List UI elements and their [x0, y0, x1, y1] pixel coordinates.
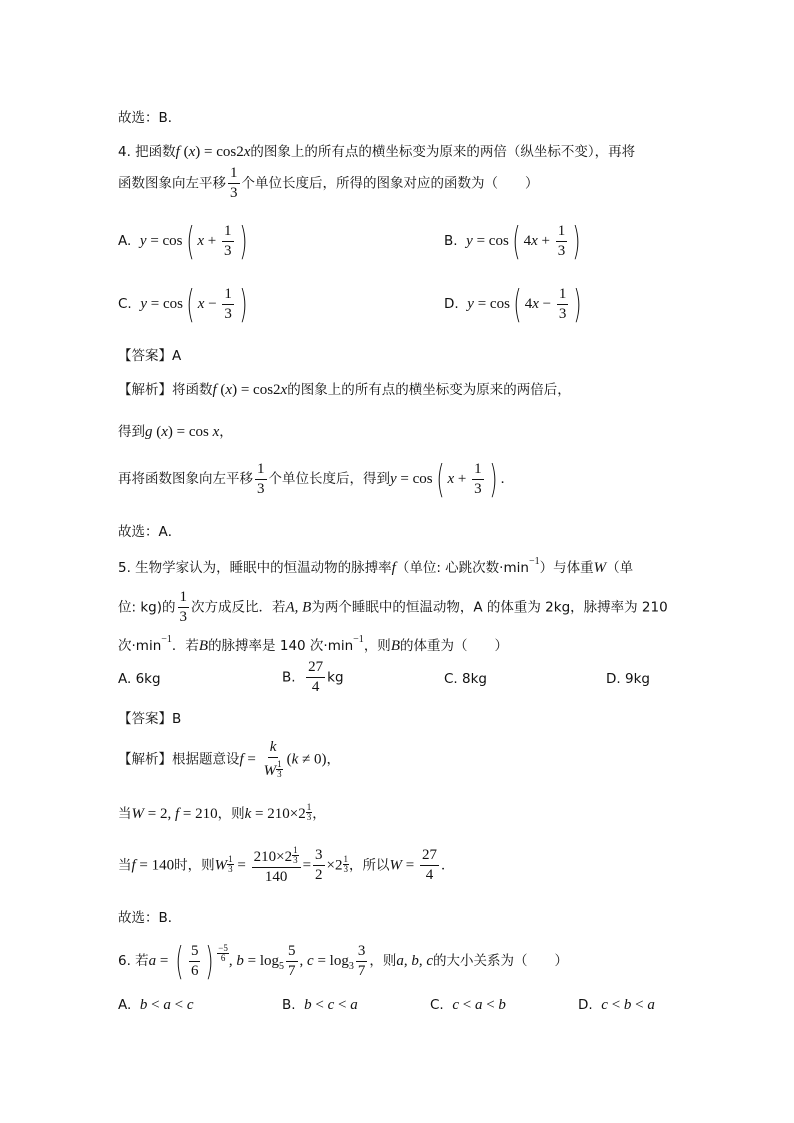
q6-option-b: B. b < c < a [282, 997, 358, 1013]
q5-option-b-label: B. [282, 669, 296, 686]
q4-option-a-label: A. [118, 233, 132, 249]
prev-answer-line [118, 106, 181, 126]
q5-stem-line1-post: ）与体重 [539, 560, 594, 576]
q4-stem-line2 [118, 166, 539, 201]
q6-stem-pre: 6. 若 [118, 953, 149, 969]
q4-stem-line2-pre: 函数图象向左平移 [118, 175, 226, 192]
q5-end [118, 906, 181, 926]
q5-stem-line1-pre: 5. 生物学家认为，睡眠中的恒温动物的脉搏率 [118, 560, 392, 576]
q5-analysis-line1-pre: 【解析】根据题意设 [118, 751, 240, 768]
q5-stem-line2-post: 次方成反比．若 [191, 599, 286, 616]
q6-option-a-label: A. [118, 997, 132, 1013]
q4-option-b: B. y = cos( 4x + $\frac{1}{3}$ ) [444, 219, 581, 263]
q6-option-a: A. b < a < c [118, 997, 194, 1013]
q5-stem-line2-pre: 位: kg)的 [118, 599, 176, 616]
q4-analysis-line2-pre: 得到 [118, 424, 145, 440]
q5-analysis-line1: 【解析】根据题意设f = k W $\frac{1}{3}$ (k ≠ 0)， [118, 739, 341, 779]
q5-answer-text: 【答案】B [118, 711, 182, 727]
q5-analysis-line3: 当f = 140时，则W $\frac{1}{3}$ = 210×2 $\frac{1}{3}$ 140 = $\frac{3}{2}$ ×2 $\frac{1}{3}$ ，所以W = $\frac{27}{4}$ ． [118, 845, 455, 885]
prev-answer-text: 故选：B． [118, 110, 182, 126]
q5-stem-line3: 次$\cdot\min^{-1}$．若B的脉搏率是 140 次$\cdot\min^{-1}$，则B的体重为（ ） [118, 634, 508, 654]
q5-analysis-line3-pre: 当 [118, 857, 132, 874]
q5-option-b: B. $\frac{27}{4}$ kg [282, 659, 344, 695]
q6-option-b-label: B. [282, 997, 296, 1013]
q5-end-text: 故选：B． [118, 910, 182, 926]
q4-analysis-line3-mid: 个单位长度后，得到 [268, 471, 390, 487]
q5-option-b-unit: kg [327, 669, 344, 686]
q5-option-d [606, 671, 650, 687]
q4-option-d: D. y = cos( 4x − $\frac{1}{3}$ ) [444, 282, 582, 326]
q5-answer [118, 707, 181, 727]
q5-option-d-text: D. 9kg [606, 671, 650, 687]
q4-stem-line1: 4. 把函数f (x) = cos2x的图象上的所有点的横坐标变为原来的两倍（纵坐标不变），再将 [118, 144, 636, 160]
q5-analysis-line3-mid: 时，则 [174, 857, 215, 874]
q6-stem-end: 的大小关系为（ ） [433, 953, 568, 969]
q6-option-d-label: D. [578, 997, 593, 1013]
q5-analysis-line3-post: ，所以 [349, 857, 390, 874]
q4-option-a: A. y = cos( x + $\frac{1}{3}$ ) [118, 219, 247, 263]
q5-option-c [444, 671, 487, 687]
q4-option-b-label: B. [444, 233, 458, 249]
q5-stem-line3-c: 的脉搏率是 140 次·min [208, 638, 354, 654]
fraction-1-3: $\frac{1}{3}$ [230, 165, 238, 201]
q4-analysis-line1-pre: 【解析】将函数 [118, 382, 213, 398]
q4-answer [118, 344, 181, 364]
q6-stem: 6. 若a = ( $\frac{5}{6}$ ) $\frac{-5}{6}$ , $b = \log_5$ $\frac{5}{7}$ , $c = \log_3$ $\frac{3}{7}$ ，则a, b, c的大小关系为（ ） [118, 939, 568, 983]
q5-analysis-line2-mid: ，则 [217, 806, 245, 822]
q5-stem-line2-mid: 为两个睡眠中的恒温动物，A 的体重为 2kg，脉搏率为 210 [311, 599, 668, 616]
q5-stem-line3-d: ，则 [363, 638, 391, 654]
q4-answer-text: 【答案】A [118, 348, 182, 364]
q4-analysis-line3: 再将函数图象向左平移 $\frac{1}{3}$ 个单位长度后，得到y = cos( x + $\frac{1}{3}$ ) ． [118, 457, 514, 501]
q4-end-text: 故选：A． [118, 524, 182, 540]
q4-analysis-line3-pre: 再将函数图象向左平移 [118, 471, 253, 487]
q4-analysis-line1-post: 的图象上的所有点的横坐标变为原来的两倍后， [287, 382, 571, 398]
q6-option-c: C. c < a < b [430, 997, 506, 1013]
q5-analysis-line2-pre: 当 [118, 806, 132, 822]
q4-analysis-line2: 得到g (x) = cos x， [118, 424, 233, 440]
q5-option-a [118, 671, 161, 687]
q5-analysis-line2: 当W = 2, f = 210，则k = 210×2 $\frac{1}{3}$ ， [118, 802, 326, 822]
q5-option-a-text: A. 6kg [118, 671, 161, 687]
q5-stem-line1: 5. 生物学家认为，睡眠中的恒温动物的脉搏率f（单位: 心跳次数$\cdot\min^{-1}$）与体重W（单 [118, 556, 634, 576]
q4-option-c: C. y = cos( x − $\frac{1}{3}$ ) [118, 282, 248, 326]
q4-stem-line2-post: 个单位长度后，所得的图象对应的函数为（ ） [241, 175, 539, 192]
q5-stem-line3-a: 次·min [118, 638, 162, 654]
q5-option-c-text: C. 8kg [444, 671, 487, 687]
q5-stem-line1-mid: （单位: 心跳次数·min [395, 560, 529, 576]
q4-option-d-label: D. [444, 296, 459, 312]
q5-stem-line3-b: ．若 [171, 638, 199, 654]
q5-stem-line1-end: （单 [606, 560, 634, 576]
q4-end [118, 520, 181, 540]
q5-stem-line3-e: 的体重为（ ） [399, 638, 508, 654]
q6-option-c-label: C. [430, 997, 444, 1013]
q5-stem-line2: 位: kg)的 $\frac{1}{3}$ 次方成反比．若A, B为两个睡眠中的恒温动物，A 的体重为 2kg，脉搏率为 210 [118, 589, 668, 625]
q6-option-d: D. c < b < a [578, 997, 655, 1013]
q4-analysis-line1: 【解析】将函数f (x) = cos2x的图象上的所有点的横坐标变为原来的两倍后， [118, 382, 571, 398]
q6-stem-mid: ，则 [369, 953, 397, 969]
q4-option-c-label: C. [118, 296, 132, 312]
